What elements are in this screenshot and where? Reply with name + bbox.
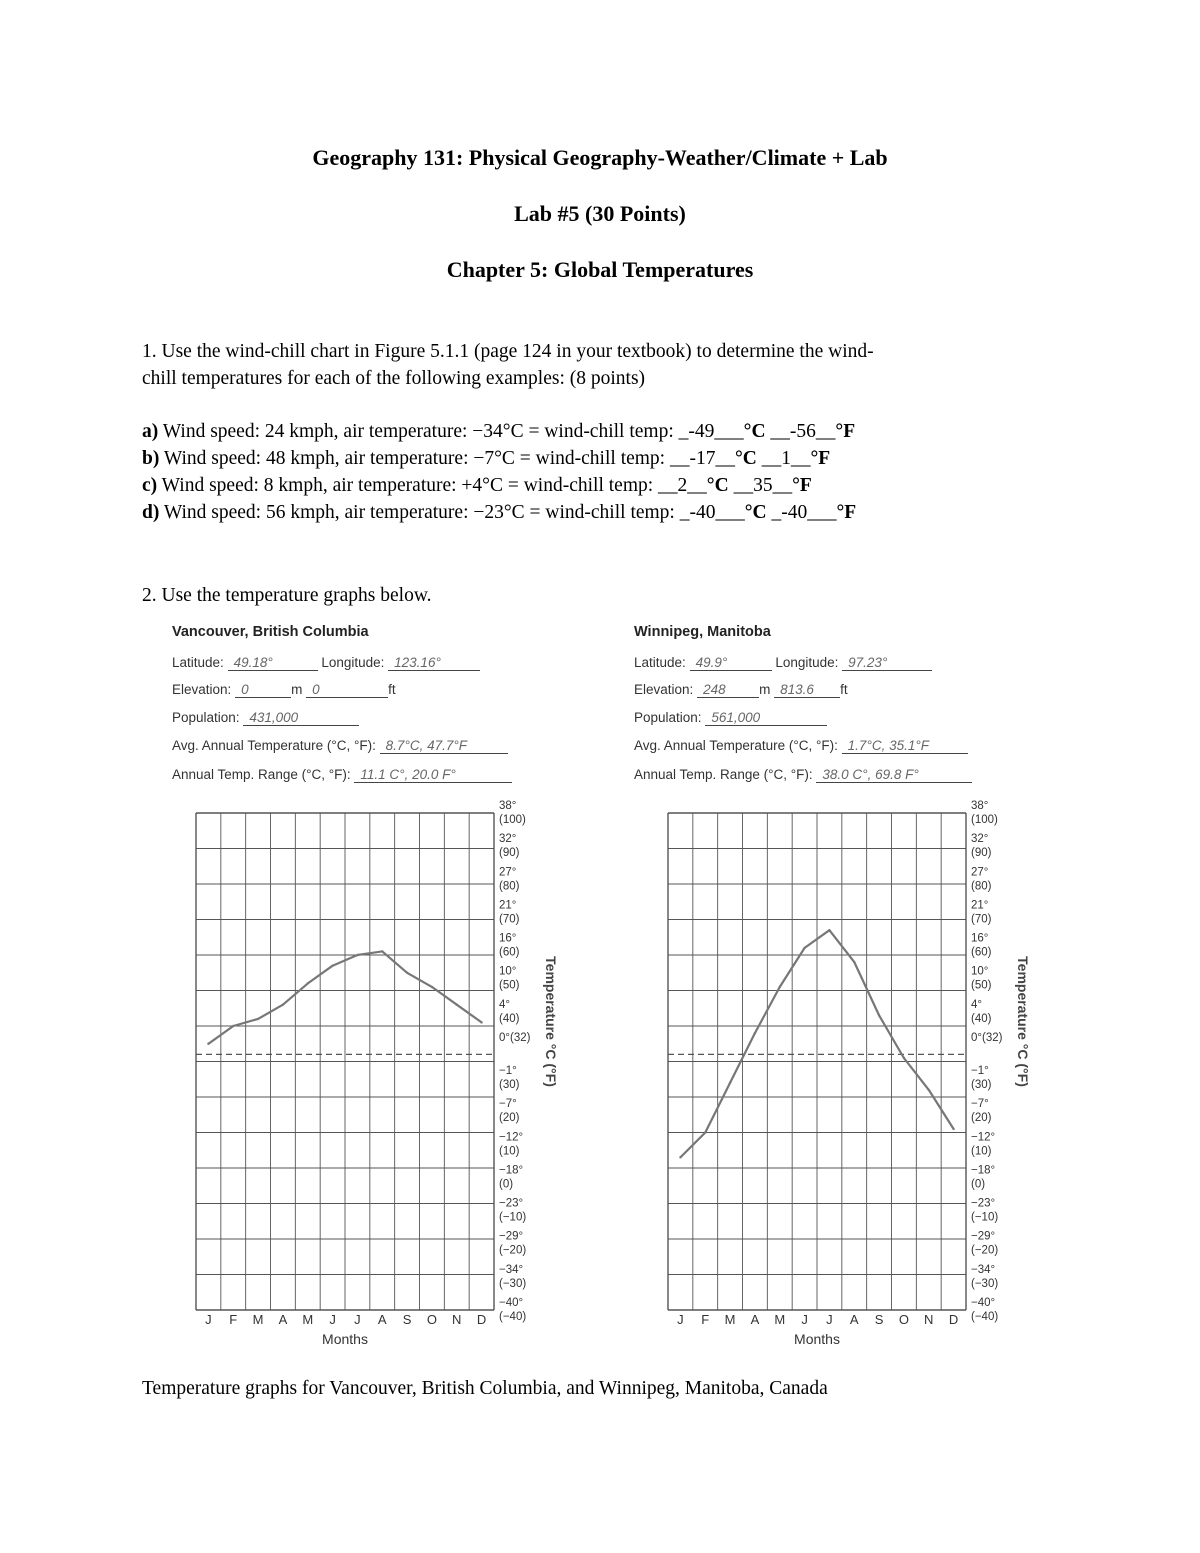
y-tick-celsius: −18° [499,1164,524,1177]
elevation-ft-value: 0 [306,682,388,698]
y-tick-fahrenheit: (50) [499,979,520,992]
y-tick-fahrenheit: (20) [499,1112,520,1125]
month-label: J [677,1312,684,1327]
feet-unit: ft [388,682,396,697]
answer-d [142,499,856,526]
x-axis-label: Months [794,1331,840,1347]
y-tick-celsius: 27° [971,866,989,879]
data-point [952,1128,954,1130]
y-tick-celsius: 4° [499,998,510,1011]
y-tick-fahrenheit: (20) [971,1112,992,1125]
fahrenheit-unit: °F [836,502,857,523]
y-tick-fahrenheit: (100) [971,814,998,826]
avg-temp-row [172,738,508,754]
answer-text: Wind speed: 24 kmph, air temperature: −34°C = wind-chill temp: [158,421,679,442]
fahrenheit-unit: °F [835,421,856,442]
lab-title: Lab #5 (30 Points) [514,201,686,226]
month-label: M [724,1312,736,1327]
answer-celsius: __-17__ [669,448,735,469]
y-tick-celsius: 10° [971,965,989,978]
month-label: A [750,1312,760,1327]
data-point [431,986,433,988]
y-tick-celsius: −40° [971,1297,996,1309]
population-value: 561,000 [705,710,827,726]
data-point [903,1057,905,1059]
month-label: F [701,1312,710,1327]
month-label: O [426,1312,437,1327]
y-tick-fahrenheit: (30) [971,1079,992,1092]
data-point [257,1018,259,1020]
data-point [207,1043,209,1045]
y-tick-fahrenheit: (0) [971,1178,986,1191]
y-tick-celsius: −29° [971,1230,996,1243]
latitude-row [172,655,480,671]
longitude-value: 123.16° [388,655,480,671]
q1-line2: chill temperatures for each of the following examples: (8 points) [142,368,646,389]
data-point [803,947,805,949]
temp-range-label: Annual Temp. Range (°C, °F): [634,767,813,782]
y-tick-celsius: −23° [971,1197,996,1210]
answer-label: b) [142,448,160,469]
latitude-row [634,655,932,671]
answer-c [142,472,812,499]
celsius-unit: °C [734,448,757,469]
month-label: F [229,1312,238,1327]
course-title: Geography 131: Physical Geography-Weather/Climate + Lab [312,145,888,170]
y-tick-celsius: −12° [971,1131,996,1144]
y-tick-fahrenheit: (40) [971,1012,992,1025]
longitude-label: Longitude: [321,655,385,670]
y-tick-celsius: −1° [499,1065,517,1078]
data-point [754,1032,756,1034]
population-label: Population: [634,710,702,725]
answer-label: c) [142,475,158,496]
y-tick-celsius: 21° [971,899,989,912]
data-point [704,1131,706,1133]
elevation-row [172,682,396,698]
data-point [679,1156,681,1158]
y-tick-celsius: 0°(32) [499,1031,531,1044]
population-label: Population: [172,710,240,725]
population-value: 431,000 [243,710,359,726]
celsius-unit: °C [743,421,766,442]
month-label: M [252,1312,264,1327]
latitude-value: 49.9° [690,655,772,671]
data-point [878,1014,880,1016]
avg-temp-label: Avg. Annual Temperature (°C, °F): [172,738,376,753]
elevation-label: Elevation: [172,682,232,697]
data-point [729,1082,731,1084]
month-label: J [801,1312,808,1327]
data-point [928,1089,930,1091]
y-tick-fahrenheit: (70) [499,913,520,926]
y-tick-celsius: 16° [971,932,989,945]
answer-celsius: _-49___ [678,421,744,442]
month-label: M [302,1312,314,1327]
elevation-m-value: 248 [697,682,759,698]
y-tick-fahrenheit: (60) [499,946,520,959]
x-axis-label: Months [322,1331,368,1347]
elevation-ft-value: 813.6 [774,682,840,698]
y-tick-celsius: 16° [499,932,517,945]
temp-range-label: Annual Temp. Range (°C, °F): [172,767,351,782]
answer-text: Wind speed: 56 kmph, air temperature: −23°C = wind-chill temp: [159,502,680,523]
station-city: Vancouver, British Columbia [172,624,369,640]
answer-fahrenheit: __-56__ [765,421,836,442]
month-label: J [329,1312,336,1327]
y-tick-fahrenheit: (−40) [971,1311,999,1323]
month-label: M [774,1312,786,1327]
y-tick-celsius: 32° [971,833,989,846]
month-label: A [278,1312,288,1327]
month-label: S [874,1312,884,1327]
y-tick-celsius: −34° [499,1263,524,1276]
y-axis-label: Temperature °C (°F) [1015,956,1031,1087]
y-tick-fahrenheit: (−30) [499,1277,527,1290]
latitude-label: Latitude: [634,655,686,670]
chart-grid [668,813,966,1310]
fahrenheit-unit: °F [792,475,812,496]
latitude-value: 49.18° [228,655,318,671]
feet-unit: ft [840,682,848,697]
y-tick-celsius: −29° [499,1230,524,1243]
y-tick-fahrenheit: (80) [499,880,520,893]
y-tick-fahrenheit: (50) [971,979,992,992]
answer-fahrenheit: __35__ [728,475,793,496]
month-label: J [826,1312,833,1327]
y-tick-fahrenheit: (90) [971,847,992,860]
temp-range-value: 38.0 C°, 69.8 F° [816,767,972,783]
month-label: S [402,1312,412,1327]
elevation-m-value: 0 [235,682,291,698]
y-tick-fahrenheit: (−10) [971,1211,999,1224]
q1-line1: 1. Use the wind-chill chart in Figure 5.1.1 (page 124 in your textbook) to determine the wind- [142,341,874,362]
data-point [381,950,383,952]
month-label: J [205,1312,212,1327]
y-tick-fahrenheit: (−40) [499,1311,527,1323]
data-point [456,1004,458,1006]
answer-fahrenheit: _-40___ [766,502,837,523]
answer-text: Wind speed: 48 kmph, air temperature: −7°C = wind-chill temp: [159,448,670,469]
y-tick-celsius: −23° [499,1197,524,1210]
answer-label: d) [142,502,160,523]
month-label: O [898,1312,909,1327]
y-tick-fahrenheit: (30) [499,1079,520,1092]
y-tick-fahrenheit: (40) [499,1012,520,1025]
y-tick-celsius: 0°(32) [971,1031,1003,1044]
y-tick-fahrenheit: (90) [499,847,520,860]
y-tick-celsius: −1° [971,1065,989,1078]
month-label: N [452,1312,462,1327]
month-label: A [849,1312,859,1327]
avg-temp-row [634,738,968,754]
answer-text: Wind speed: 8 kmph, air temperature: +4°C = wind-chill temp: [157,475,659,496]
temp-range-value: 11.1 C°, 20.0 F° [354,767,512,783]
month-label: A [377,1312,387,1327]
y-tick-fahrenheit: (70) [971,913,992,926]
y-tick-celsius: 38° [499,800,517,812]
data-point [779,986,781,988]
y-tick-fahrenheit: (−20) [971,1244,999,1257]
data-point [853,961,855,963]
y-tick-celsius: −18° [971,1164,996,1177]
population-row [634,710,827,726]
month-label: D [948,1312,959,1327]
y-tick-celsius: 4° [971,998,982,1011]
avg-temp-value: 1.7°C, 35.1°F [842,738,968,754]
y-tick-fahrenheit: (0) [499,1178,514,1191]
temp-range-row [634,767,972,783]
meters-unit: m [759,682,771,697]
data-point [828,929,830,931]
chapter-title: Chapter 5: Global Temperatures [446,257,754,282]
answer-celsius: _-40___ [679,502,745,523]
y-tick-fahrenheit: (100) [499,814,526,826]
y-tick-celsius: −7° [499,1098,517,1111]
month-label: D [476,1312,487,1327]
latitude-label: Latitude: [172,655,224,670]
temp-range-row [172,767,512,783]
data-point [282,1004,284,1006]
answer-celsius: __2__ [658,475,707,496]
longitude-label: Longitude: [775,655,839,670]
y-tick-celsius: 38° [971,800,989,812]
y-axis-label: Temperature °C (°F) [543,956,559,1087]
figure-caption: Temperature graphs for Vancouver, British Columbia, and Winnipeg, Manitoba, Canada [142,1378,828,1399]
month-label: N [924,1312,934,1327]
y-tick-celsius: −34° [971,1263,996,1276]
celsius-unit: °C [744,502,767,523]
y-tick-fahrenheit: (−30) [971,1277,999,1290]
population-row [172,710,359,726]
data-point [406,972,408,974]
data-point [232,1025,234,1027]
q2-text: 2. Use the temperature graphs below. [142,585,432,606]
chart-grid [196,813,494,1310]
data-point [307,982,309,984]
y-tick-fahrenheit: (60) [971,946,992,959]
y-tick-fahrenheit: (10) [971,1145,992,1158]
data-point [356,954,358,956]
y-tick-celsius: 27° [499,866,517,879]
answer-b [142,445,830,472]
winnipeg-temperature-chart [632,795,1052,1355]
y-tick-celsius: −40° [499,1297,524,1309]
answer-fahrenheit: __1__ [756,448,811,469]
avg-temp-label: Avg. Annual Temperature (°C, °F): [634,738,838,753]
answer-a [142,418,855,445]
y-tick-celsius: 32° [499,833,517,846]
station-city: Winnipeg, Manitoba [634,624,771,640]
y-tick-celsius: 10° [499,965,517,978]
y-tick-fahrenheit: (10) [499,1145,520,1158]
longitude-value: 97.23° [842,655,932,671]
y-tick-fahrenheit: (80) [971,880,992,893]
elevation-row [634,682,848,698]
y-tick-fahrenheit: (−20) [499,1244,527,1257]
y-tick-fahrenheit: (−10) [499,1211,527,1224]
y-tick-celsius: −12° [499,1131,524,1144]
avg-temp-value: 8.7°C, 47.7°F [380,738,508,754]
celsius-unit: °C [706,475,729,496]
y-tick-celsius: −7° [971,1098,989,1111]
meters-unit: m [291,682,303,697]
answer-label: a) [142,421,159,442]
fahrenheit-unit: °F [810,448,831,469]
month-label: J [354,1312,361,1327]
data-point [331,964,333,966]
elevation-label: Elevation: [634,682,694,697]
vancouver-temperature-chart [160,795,580,1355]
data-point [480,1021,482,1023]
y-tick-celsius: 21° [499,899,517,912]
